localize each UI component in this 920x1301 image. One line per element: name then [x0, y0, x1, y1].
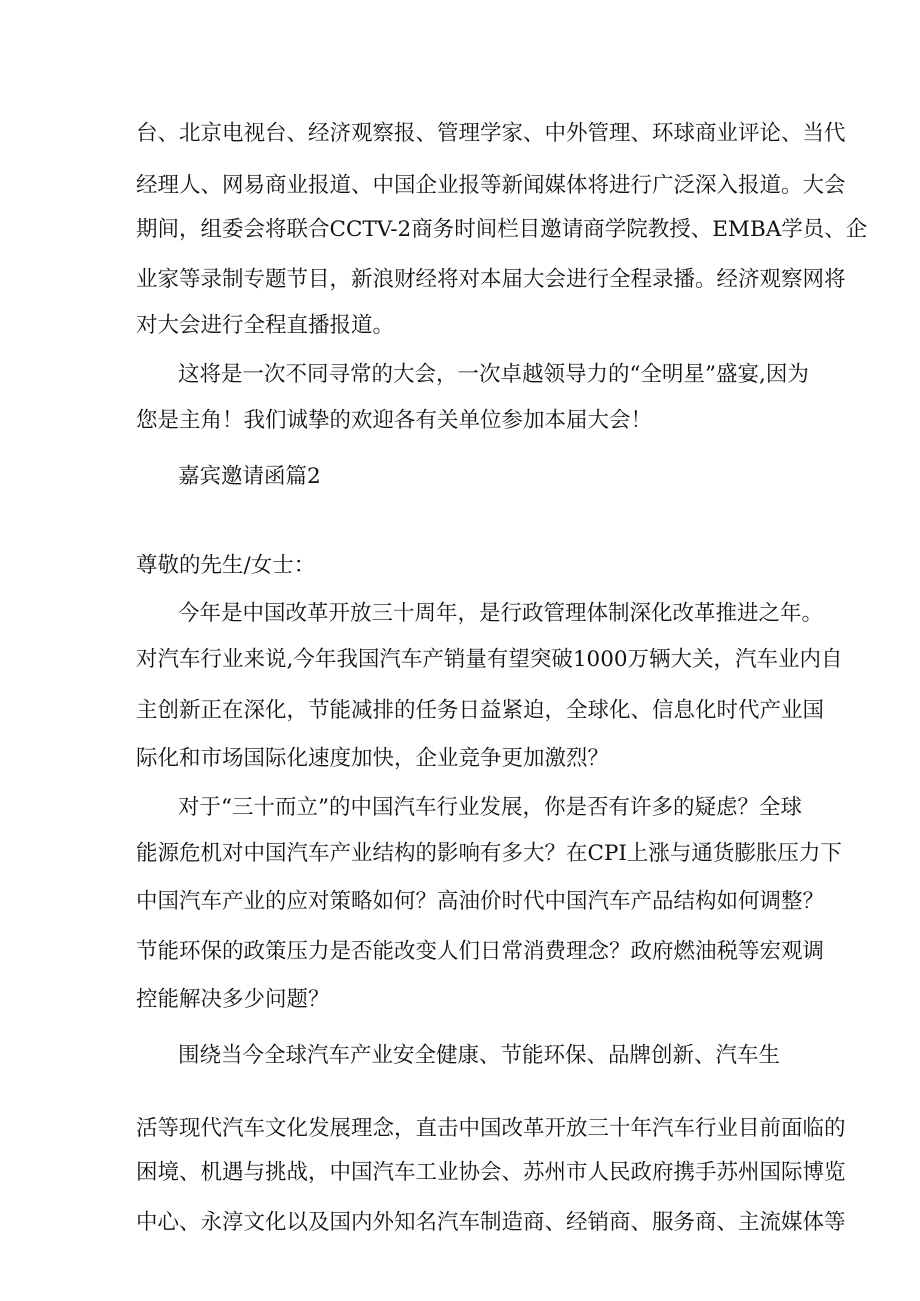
paragraph-5-line-2: 活等现代汽车文化发展理念，直击中国改革开放三十年汽车行业目前面临的: [136, 1116, 846, 1141]
paragraph-3-line-4: 际化和市场国际化速度加快，企业竞争更加激烈？: [136, 746, 610, 771]
section-heading: 嘉宾邀请函篇2: [178, 464, 321, 489]
paragraph-4-line-3: 中国汽车产业的应对策略如何？高油价时代中国汽车产品结构如何调整？: [136, 889, 825, 914]
paragraph-2-line-2: 您是主角！我们诚挚的欢迎各有关单位参加本届大会！: [136, 408, 653, 433]
paragraph-4-line-1: 对于“三十而立”的中国汽车行业发展，你是否有许多的疑虑？全球: [178, 795, 802, 820]
paragraph-5-line-4: 中心、永淳文化以及国内外知名汽车制造商、经销商、服务商、主流媒体等: [136, 1210, 846, 1235]
paragraph-3-line-1: 今年是中国改革开放三十周年，是行政管理体制深化改革推进之年。: [178, 601, 824, 626]
paragraph-4-line-2: 能源危机对中国汽车产业结构的影响有多大？在CPI上涨与通货膨胀压力下: [136, 841, 842, 866]
paragraph-3-line-3: 主创新正在深化，节能减排的任务日益紧迫，全球化、信息化时代产业国: [136, 698, 825, 723]
paragraph-1-line-2: 经理人、网易商业报道、中国企业报等新闻媒体将进行广泛深入报道。大会: [136, 173, 846, 198]
paragraph-1-line-3: 期间，组委会将联合CCTV-2商务时间栏目邀请商学院教授、EMBA学员、企: [136, 217, 868, 242]
paragraph-2-line-1: 这将是一次不同寻常的大会，一次卓越领导力的“全明星”盛宴,因为: [178, 362, 809, 387]
paragraph-1-line-4: 业家等录制专题节目，新浪财经将对本届大会进行全程录播。经济观察网将: [136, 267, 846, 292]
salutation: 尊敬的先生/女士：: [136, 553, 316, 578]
paragraph-5-line-1: 围绕当今全球汽车产业安全健康、节能环保、品牌创新、汽车生: [178, 1043, 781, 1068]
paragraph-3-line-2: 对汽车行业来说,今年我国汽车产销量有望突破1000万辆大关，汽车业内自: [136, 647, 843, 672]
paragraph-4-line-4: 节能环保的政策压力是否能改变人们日常消费理念？政府燃油税等宏观调: [136, 939, 825, 964]
paragraph-1-line-1: 台、北京电视台、经济观察报、管理学家、中外管理、环球商业评论、当代: [136, 121, 846, 146]
paragraph-4-line-5: 控能解决多少问题？: [136, 987, 330, 1012]
paragraph-1-line-5: 对大会进行全程直播报道。: [136, 313, 395, 338]
paragraph-5-line-3: 困境、机遇与挑战，中国汽车工业协会、苏州市人民政府携手苏州国际博览: [136, 1160, 846, 1185]
